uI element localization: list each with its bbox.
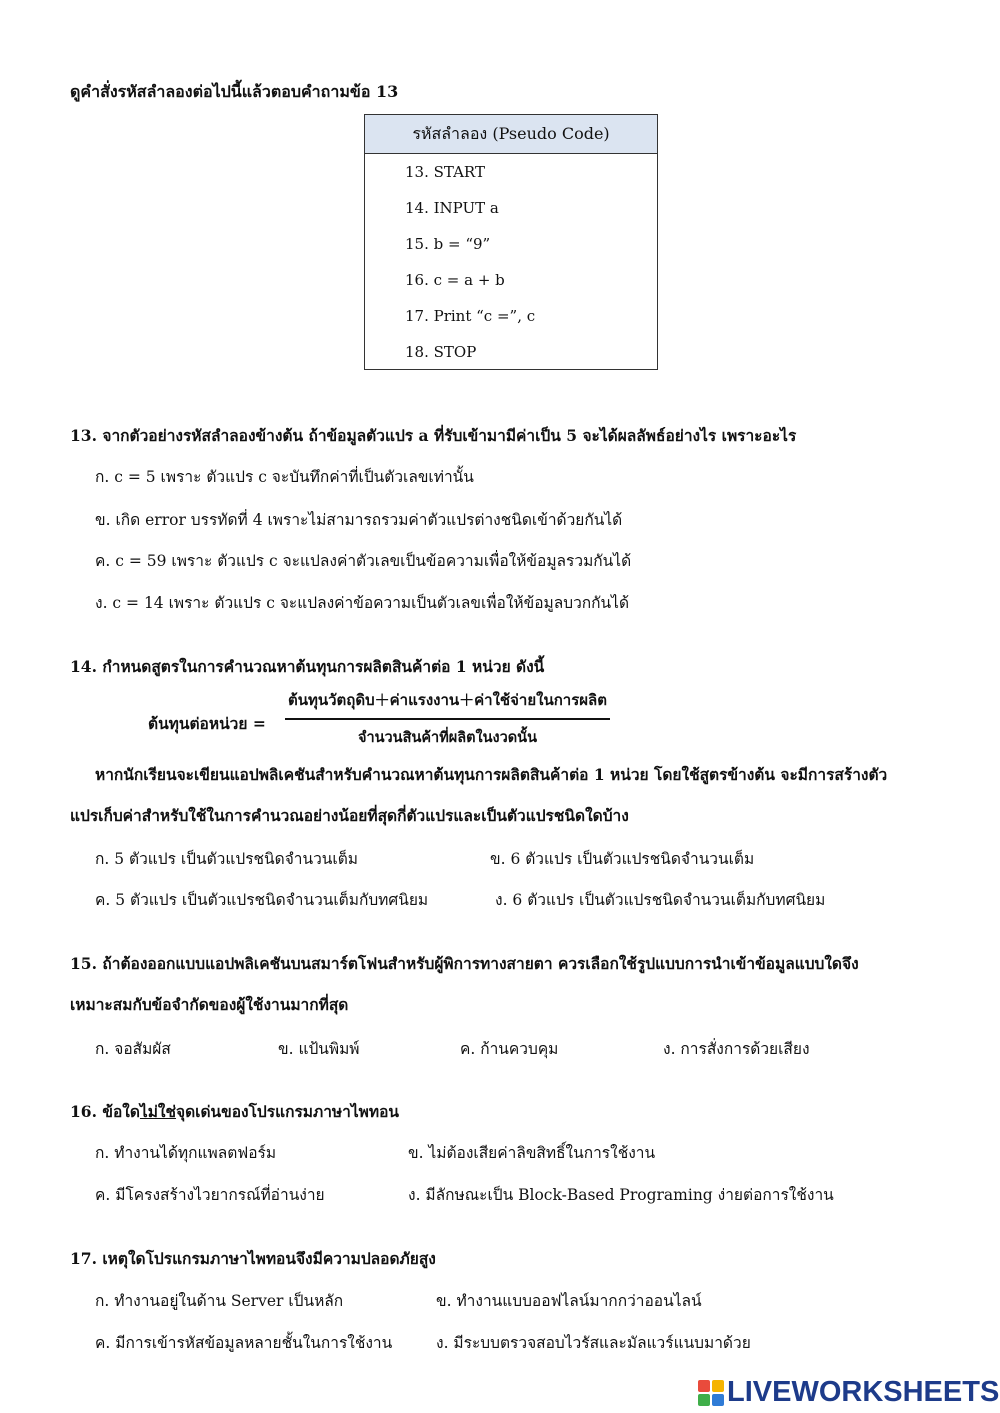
code-line: 16. c = a + b (405, 271, 505, 289)
q13-option-a[interactable]: ก. c = 5 เพราะ ตัวแปร c จะบันทึกค่าที่เป็นตัวเลขเท่านั้น (95, 468, 474, 486)
formula-numerator: ต้นทุนวัตถุดิบ＋ค่าแรงงาน＋ค่าใช้จ่ายในการผลิต (285, 688, 610, 720)
q14-option-a[interactable]: ก. 5 ตัวแปร เป็นตัวแปรชนิดจำนวนเต็ม (95, 850, 358, 868)
formula-label: ต้นทุนต่อหน่วย = (148, 714, 266, 733)
q15-option-c[interactable]: ค. ก้านควบคุม (460, 1040, 559, 1058)
code-line: 15. b = “9” (405, 235, 491, 253)
q16-prefix: 16. ข้อใด (70, 1102, 140, 1121)
intro-text: ดูคำสั่งรหัสลำลองต่อไปนี้แล้วตอบคำถามข้อ 13 (70, 82, 399, 101)
q17-option-c[interactable]: ค. มีการเข้ารหัสข้อมูลหลายชั้นในการใช้งาน (95, 1334, 393, 1352)
q17-option-a[interactable]: ก. ทำงานอยู่ในด้าน Server เป็นหลัก (95, 1292, 344, 1310)
question-13: 13. จากตัวอย่างรหัสลำลองข้างต้น ถ้าข้อมูลตัวแปร a ที่รับเข้ามามีค่าเป็น 5 จะได้ผลลัพธ์อย่างไร เพราะอะไร (70, 426, 797, 445)
pseudo-code-title: รหัสลำลอง (Pseudo Code) (365, 115, 657, 154)
pseudo-code-box (364, 114, 658, 370)
question-16 (70, 1099, 399, 1124)
question-14: 14. กำหนดสูตรในการคำนวณหาต้นทุนการผลิตสินค้าต่อ 1 หน่วย ดังนี้ (70, 657, 545, 676)
q16-option-b[interactable]: ข. ไม่ต้องเสียค่าลิขสิทธิ์ในการใช้งาน (408, 1144, 656, 1162)
code-line: 14. INPUT a (405, 199, 499, 217)
code-line: 13. START (405, 163, 485, 181)
formula-denominator: จำนวนสินค้าที่ผลิตในงวดนั้น (357, 729, 538, 746)
q17-option-d[interactable]: ง. มีระบบตรวจสอบไวรัสและมัลแวร์แนบมาด้วย (436, 1334, 751, 1352)
code-line: 18. STOP (405, 343, 477, 361)
q15-option-d[interactable]: ง. การสั่งการด้วยเสียง (663, 1040, 810, 1058)
q14-option-c[interactable]: ค. 5 ตัวแปร เป็นตัวแปรชนิดจำนวนเต็มกับทศนิยม (95, 891, 429, 909)
logo-square-green (698, 1394, 710, 1406)
cost-formula (285, 688, 610, 749)
question-15-line1: 15. ถ้าต้องออกแบบแอปพลิเคชันบนสมาร์ตโฟนสำหรับผู้พิการทางสายตา ควรเลือกใช้รูปแบบการนำเข้าข้อมูลแบบใดจึง (70, 954, 859, 973)
q13-option-c[interactable]: ค. c = 59 เพราะ ตัวแปร c จะแปลงค่าตัวเลขเป็นข้อความเพื่อให้ข้อมูลรวมกันได้ (95, 552, 632, 570)
question-17: 17. เหตุใดโปรแกรมภาษาไพทอนจึงมีความปลอดภัยสูง (70, 1249, 436, 1268)
q13-option-b[interactable]: ข. เกิด error บรรทัดที่ 4 เพราะไม่สามารถรวมค่าตัวแปรต่างชนิดเข้าด้วยกันได้ (95, 511, 623, 529)
q14-option-d[interactable]: ง. 6 ตัวแปร เป็นตัวแปรชนิดจำนวนเต็มกับทศนิยม (495, 891, 826, 909)
q17-option-b[interactable]: ข. ทำงานแบบออฟไลน์มากกว่าออนไลน์ (436, 1292, 702, 1310)
logo-square-yellow (712, 1380, 724, 1392)
q16-option-c[interactable]: ค. มีโครงสร้างไวยากรณ์ที่อ่านง่าย (95, 1186, 325, 1204)
q16-suffix: จุดเด่นของโปรแกรมภาษาไพทอน (176, 1102, 399, 1121)
logo-square-blue (712, 1394, 724, 1406)
liveworksheets-logo (698, 1376, 999, 1409)
q16-underlined-word: ไม่ใช่ (139, 1102, 177, 1121)
q13-option-d[interactable]: ง. c = 14 เพราะ ตัวแปร c จะแปลงค่าข้อความเป็นตัวเลขเพื่อให้ข้อมูลบวกกันได้ (95, 594, 630, 612)
code-line: 17. Print “c =”, c (405, 307, 536, 325)
q14-paragraph-line1: หากนักเรียนจะเขียนแอปพลิเคชันสำหรับคำนวณหาต้นทุนการผลิตสินค้าต่อ 1 หน่วย โดยใช้สูตรข้างต้น จะมีการสร้างตัว (95, 765, 888, 784)
q14-option-b[interactable]: ข. 6 ตัวแปร เป็นตัวแปรชนิดจำนวนเต็ม (490, 850, 755, 868)
q15-option-b[interactable]: ข. แป้นพิมพ์ (278, 1040, 360, 1058)
question-15-line2: เหมาะสมกับข้อจำกัดของผู้ใช้งานมากที่สุด (70, 995, 349, 1014)
logo-mark-icon (698, 1380, 724, 1406)
q16-option-d[interactable]: ง. มีลักษณะเป็น Block-Based Programing ง่ายต่อการใช้งาน (408, 1186, 834, 1204)
q15-option-a[interactable]: ก. จอสัมผัส (95, 1040, 171, 1058)
q14-paragraph-line2: แปรเก็บค่าสำหรับใช้ในการคำนวณอย่างน้อยที่สุดกี่ตัวแปรและเป็นตัวแปรชนิดใดบ้าง (70, 806, 629, 825)
q16-option-a[interactable]: ก. ทำงานได้ทุกแพลตฟอร์ม (95, 1144, 277, 1162)
logo-text: LIVEWORKSHEETS (727, 1376, 1000, 1408)
logo-square-red (698, 1380, 710, 1392)
